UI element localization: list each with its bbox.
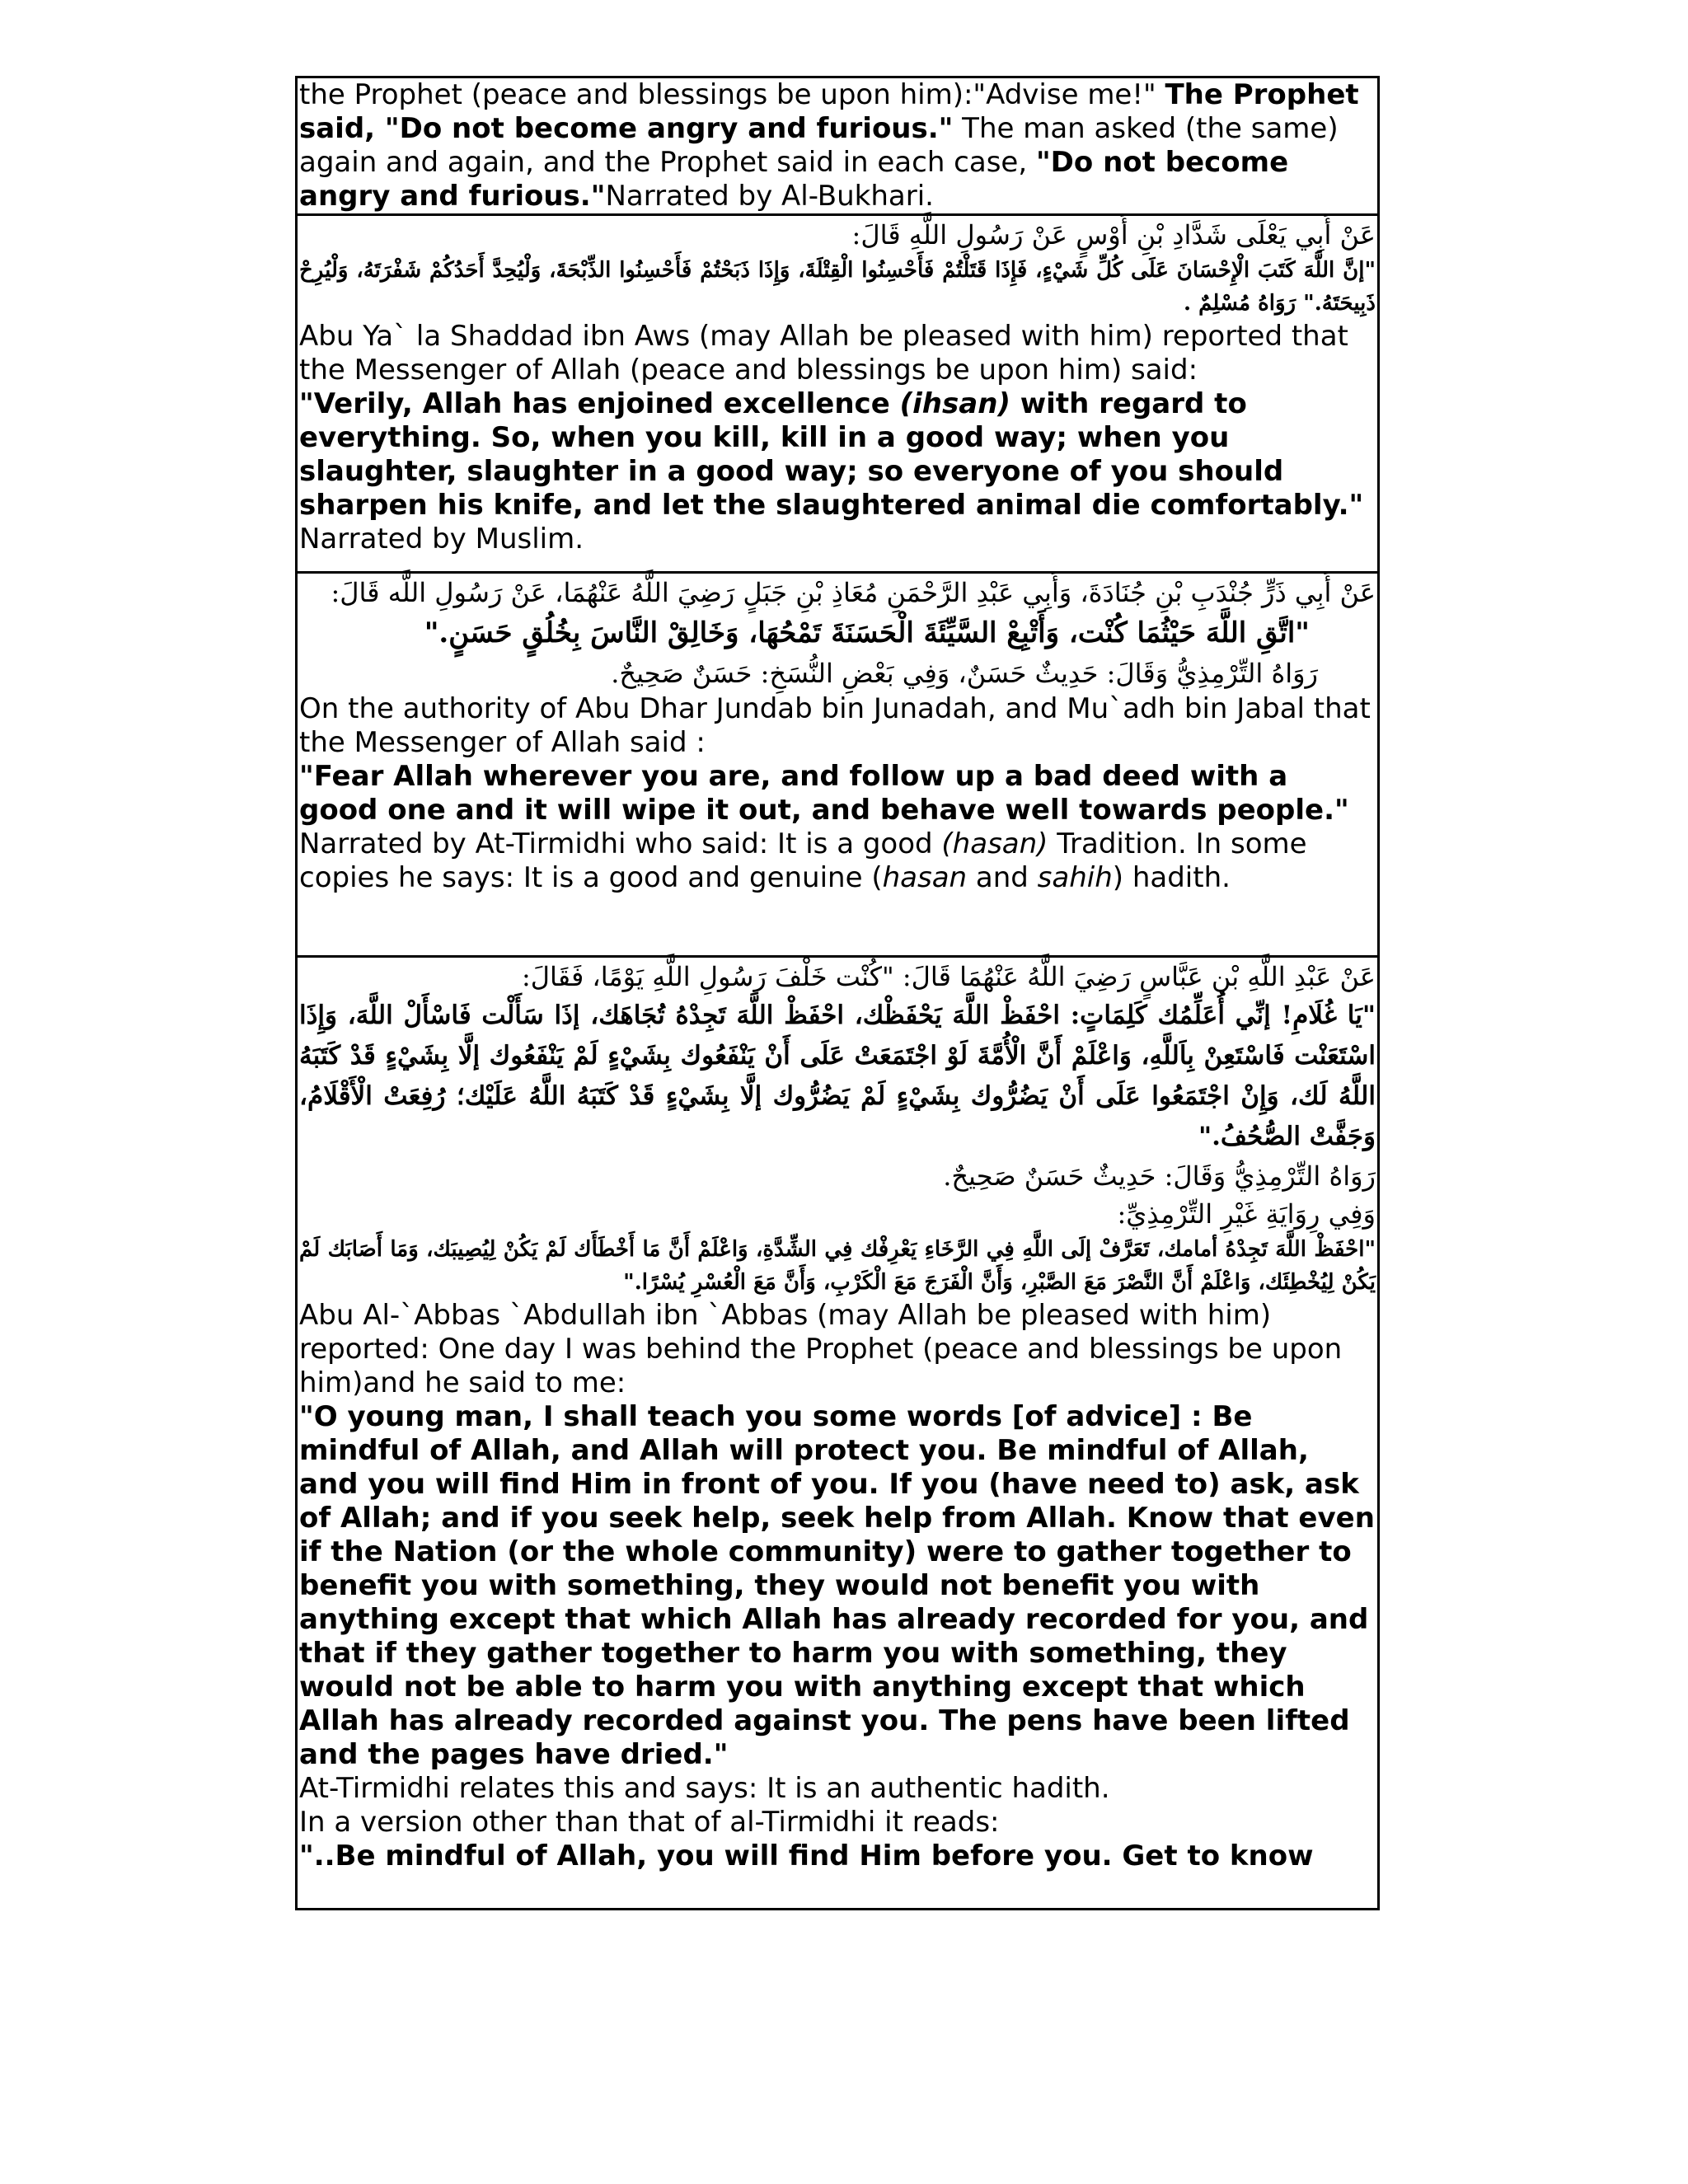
hadith-18-source-sahih: sahih	[1037, 861, 1113, 894]
hadith-16-source: Narrated by Al-Bukhari.	[605, 180, 934, 213]
hadith-17-english-text	[299, 387, 1376, 523]
hadith-19-text-bold: "O young man, I shall teach you some words [of advice] : Be mindful of Allah, and Allah will protect you. Be mindful of Allah, and you will find Him in front of you. If you (have need to) ask, ask of Allah; and if you seek help, seek help from Allah. Know that even if the Nation (or the whole community) were to gather together to benefit you with something, they would not benefit you with anything except that which Allah has already recorded for you, and that if they gather together to harm you with something, they would not be able to harm you with anything except that which Allah has already recorded against you. The pens have been lifted and the pages have dried."	[299, 1400, 1375, 1771]
hadith-18-english-text	[299, 760, 1376, 827]
hadith-16-english	[299, 78, 1376, 213]
hadith-16-cell	[298, 78, 1377, 213]
hadith-18-source-4: ) hadith.	[1112, 861, 1231, 894]
hadith-16-text-plain-1: the Prophet (peace and blessings be upon him):"Advise me!"	[299, 78, 1165, 111]
hadith-18-arabic-text: "اتَّقِ اللَّهَ حَيْثُمَا كُنْت، وَأَتْبِعْ السَّيِّئَةَ الْحَسَنَةَ تَمْحُهَا، وَخَالِقْ النَّاسَ بِخُلُقٍ حَسَنٍ."	[424, 616, 1310, 649]
hadith-16-text-plain-2: The man asked (the same) again and again, and the Prophet said in each case,	[299, 112, 1339, 179]
hadith-18-source-1: Narrated by At-Tirmidhi who said: It is a good	[299, 827, 942, 860]
hadith-16-text-bold-2: "Do not become angry and furious."	[299, 146, 1289, 213]
hadith-18-arabic-source: رَوَاهُ التِّرْمِذِيُّ وَقَالَ: حَدِيثٌ حَسَنٌ، وَفِي بَعْضِ النُّسَخِ: حَسَنٌ صَحِيحٌ.	[611, 658, 1318, 689]
hadith-17-text-bold-2: with regard to everything. So, when you kill, kill in a good way; when you slaughter, slaughter in a good way; so everyone of you should sharpen his knife, and let the slaughtered animal die comfortably."	[299, 387, 1364, 522]
hadith-19-cell	[298, 955, 1377, 1908]
hadith-18-source-hasan-1: (hasan)	[941, 827, 1048, 860]
hadith-19-english-text	[299, 1400, 1376, 1772]
hadith-19-arabic-text: "يَا غُلَامِ! إنِّي أُعَلِّمُك كَلِمَاتٍ: احْفَظْ اللَّهَ يَحْفَظْك، احْفَظْ اللَّهَ تَجِدْهُ تُجَاهَك، إذَا سَأَلْت فَاسْأَلْ اللَّهَ، وَإِذَا اسْتَعَنْت فَاسْتَعِنْ بِاَللَّهِ، وَاعْلَمْ أَنَّ الْأُمَّةَ لَوْ اجْتَمَعَتْ عَلَى أَنْ يَنْفَعُوك بِشَيْءٍ لَمْ يَنْفَعُوك إلَّا بِشَيْءٍ قَدْ كَتَبَهُ اللَّهُ لَك، وَإِنْ اجْتَمَعُوا عَلَى أَنْ يَضُرُّوك بِشَيْءٍ لَمْ يَضُرُّوك إلَّا بِشَيْءٍ قَدْ كَتَبَهُ اللَّهُ عَلَيْك؛ رُفِعَتْ الْأَقْلَامُ، وَجَفَّتْ الصُّحُفُ."	[299, 1001, 1376, 1151]
hadith-18-cell	[298, 571, 1377, 955]
hadith-19-arabic-source: رَوَاهُ التِّرْمِذِيُّ وَقَالَ: حَدِيثٌ حَسَنٌ صَحِيحٌ.	[943, 1160, 1376, 1192]
hadith-18-english-intro: On the authority of Abu Dhar Jundab bin Junadah, and Mu`adh bin Jabal that the Messenger of Allah said :	[299, 692, 1371, 759]
hadith-17-text-bold-1: "Verily, Allah has enjoined excellence	[299, 387, 900, 420]
hadith-19-source: At-Tirmidhi relates this and says: It is an authentic hadith.	[299, 1772, 1110, 1805]
hadith-18-source-3: and	[967, 861, 1038, 894]
hadith-16-text-bold-1: The Prophet said, "Do not become angry and furious."	[299, 78, 1359, 145]
hadith-17-cell	[298, 213, 1377, 571]
hadith-19-english-intro: Abu Al-`Abbas `Abdullah ibn `Abbas (may Allah be pleased with him) reported: One day I was behind the Prophet (peace and blessings be upon him)and he said to me:	[299, 1299, 1343, 1399]
hadith-17-source: Narrated by Muslim.	[299, 523, 584, 555]
hadith-18-source-hasan-2: hasan	[882, 861, 968, 894]
hadith-18-text-bold: "Fear Allah wherever you are, and follow up a bad deed with a good one and it will wipe it out, and behave well towards people."	[299, 760, 1349, 827]
hadith-19-arabic-other-intro: وَفِي رِوَايَةِ غَيْرِ التِّرْمِذِيِّ:	[1117, 1198, 1376, 1230]
hadith-19-arabic-other-text: "احْفَظْ اللَّهَ تَجِدْهُ أمامك، تَعَرَّفْ إلَى اللَّهِ فِي الرَّخَاءِ يَعْرِفْك فِي الشِّدَّةِ، وَاعْلَمْ أَنَّ مَا أَخْطَأَك لَمْ يَكُنْ لِيُصِيبَك، وَمَا أَصَابَك لَمْ يَكُنْ لِيُخْطِئَك، وَاعْلَمْ أَنَّ النَّصْرَ مَعَ الصَّبْرِ، وَأَنَّ الْفَرَجَ مَعَ الْكَرْبِ، وَأَنَّ مَعَ الْعُسْرِ يُسْرًا."	[299, 1237, 1376, 1295]
hadith-19-other-text	[299, 1840, 1376, 1873]
hadith-19-arabic-intro: عَنْ عَبْدِ اللَّهِ بْنِ عَبَّاسٍ رَضِيَ اللَّهُ عَنْهُمَا قَالَ: "كُنْت خَلْفَ رَسُولِ اللَّهِ يَوْمًا، فَقَالَ:	[521, 961, 1376, 992]
hadith-17-text-ihsan: (ihsan)	[899, 387, 1010, 420]
hadith-17-english-intro: Abu Ya` la Shaddad ibn Aws (may Allah be pleased with him) reported that the Messenger of Allah (peace and blessings be upon him) said:	[299, 320, 1348, 387]
hadith-19-other-intro: In a version other than that of al-Tirmidhi it reads:	[299, 1806, 1000, 1839]
hadith-17-arabic-intro: عَنْ أَبِي يَعْلَى شَدَّادِ بْنِ أَوْسٍ عَنْ رَسُولِ اللَّهِ قَالَ:	[851, 219, 1376, 251]
hadith-table	[295, 76, 1380, 1910]
hadith-18-arabic-intro: عَنْ أَبِي ذَرٍّ جُنْدَبِ بْنِ جُنَادَةَ، وَأَبِي عَبْدِ الرَّحْمَنِ مُعَاذِ بْنِ جَبَلٍ رَضِيَ اللَّهُ عَنْهُمَا، عَنْ رَسُولِ اللَّه قَالَ:	[331, 577, 1376, 608]
hadith-19-other-text-bold: "..Be mindful of Allah, you will find Him before you. Get to know	[299, 1840, 1314, 1872]
hadith-18-source-2: Tradition. In some copies he says: It is a good and genuine (	[299, 827, 1307, 894]
hadith-17-arabic-text: "إنَّ اللَّهَ كَتَبَ الْإِحْسَانَ عَلَى كُلِّ شَيْءٍ، فَإِذَا قَتَلْتُمْ فَأَحْسِنُوا الْقِتْلَةَ، وَإِذَا ذَبَحْتُمْ فَأَحْسِنُوا الذِّبْحَةَ، وَلْيُحِدَّ أَحَدُكُمْ شَفْرَتَهُ، وَلْيُرِحْ ذَبِيحَتَهُ." رَوَاهُ مُسْلِمٌ .	[299, 258, 1376, 316]
hadith-18-source	[299, 827, 1376, 895]
